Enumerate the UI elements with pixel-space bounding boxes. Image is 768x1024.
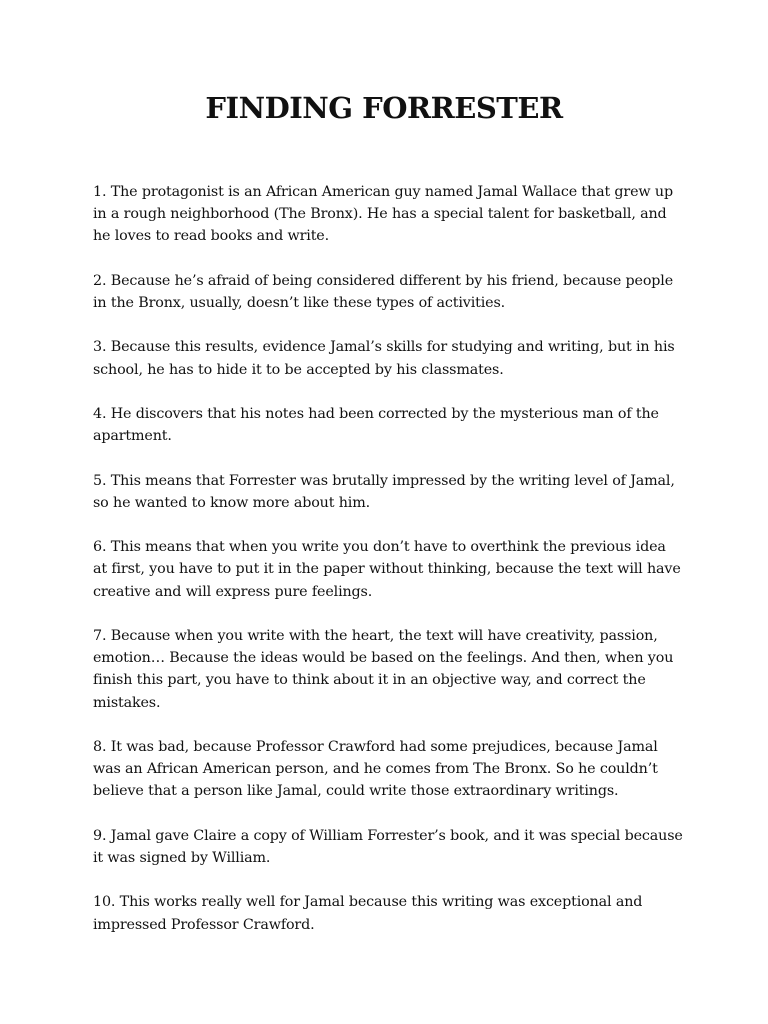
page-title: FINDING FORRESTER xyxy=(205,91,563,125)
answer-item-7: 7. Because when you write with the heart, the text will have creativity, passion, emotion… Because the ideas would be based on the feelings. And then, when you finish this part, you have to think about it in an objective way, and correct the mistakes. xyxy=(93,627,674,711)
answer-item-6: 6. This means that when you write you don’t have to overthink the previous idea at first, you have to put it in the paper without thinking, because the text will have creative and will express pure feelings. xyxy=(93,539,681,600)
answer-item-10: 10. This works really well for Jamal because this writing was exceptional and impressed Professor Crawford. xyxy=(93,894,643,933)
answer-item-2: 2. Because he’s afraid of being considered different by his friend, because people in the Bronx, usually, doesn’t like these types of activities. xyxy=(93,272,674,311)
answer-item-4: 4. He discovers that his notes had been corrected by the mysterious man of the apartment. xyxy=(93,405,659,445)
answer-item-8: 8. It was bad, because Professor Crawford had some prejudices, because Jamal was an African American person, and he comes from The Bronx. So he couldn’t believe that a person like Jamal, could write those extraordinary writings. xyxy=(93,738,658,800)
answer-item-5: 5. This means that Forrester was brutally impressed by the writing level of Jamal, so he wanted to know more about him. xyxy=(93,472,675,511)
answer-list xyxy=(93,181,683,958)
answer-item-9: 9. Jamal gave Claire a copy of William Forrester’s book, and it was special because it was signed by William. xyxy=(93,827,683,866)
answer-item-1: 1. The protagonist is an African American guy named Jamal Wallace that grew up in a rough neighborhood (The Bronx). He has a special talent for basketball, and he loves to read books and write. xyxy=(93,184,673,245)
answer-item-3: 3. Because this results, evidence Jamal’s skills for studying and writing, but in his school, he has to hide it to be accepted by his classmates. xyxy=(93,339,675,378)
